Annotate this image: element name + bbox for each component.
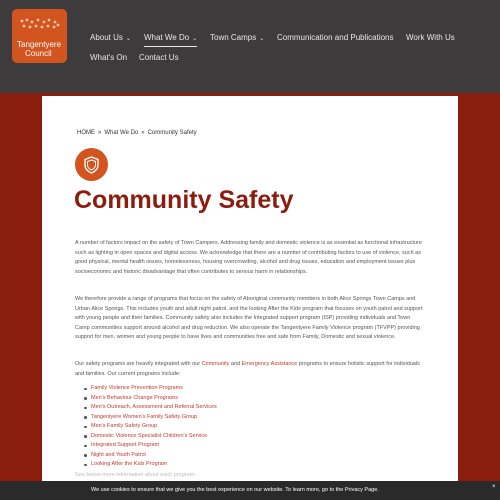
tangentyere-logo[interactable] bbox=[12, 9, 67, 63]
nav-communication[interactable]: Communication and Publications bbox=[277, 33, 394, 42]
dot-pattern-icon bbox=[18, 17, 61, 31]
integration-text-pre: Our safety programs are heavily integrated with our bbox=[75, 361, 202, 367]
emergency-assistance-link[interactable]: Emergency Assistance bbox=[241, 361, 298, 367]
breadcrumb-current: Community Safety bbox=[147, 130, 197, 136]
shield-icon bbox=[75, 148, 108, 181]
nav-what-we-do[interactable] bbox=[144, 33, 197, 47]
nav-town-camps-label: Town Camps bbox=[210, 33, 257, 42]
programs-list bbox=[84, 384, 217, 470]
page-title: Community Safety bbox=[74, 186, 294, 214]
list-item[interactable]: Men's Outreach, Assessment and Referral Services bbox=[84, 403, 217, 413]
integration-text-mid: and bbox=[229, 361, 242, 367]
list-item[interactable]: Domestic Violence Specialist Children's Service bbox=[84, 432, 217, 442]
chevron-down-icon: ⌄ bbox=[125, 36, 131, 42]
cookie-message[interactable]: We use cookies to ensure that we give you the best experience on our website. To learn more, go to the Privacy Page. bbox=[91, 487, 379, 493]
list-item[interactable]: Men's Behaviour Change Programs bbox=[84, 394, 217, 404]
breadcrumb-separator: » bbox=[98, 130, 102, 136]
integration-text-post: programs to ensure holistic support for individuals and families. Our current programs include: bbox=[75, 361, 420, 377]
nav-what-we-do-label: What We Do bbox=[144, 33, 190, 42]
community-link[interactable]: Community bbox=[201, 361, 230, 367]
chevron-down-icon: ⌄ bbox=[259, 36, 265, 42]
list-item[interactable]: Night and Youth Patrol bbox=[84, 451, 217, 461]
list-item[interactable]: Family Violence Prevention Programs bbox=[84, 384, 217, 394]
integration-paragraph bbox=[75, 360, 423, 379]
list-item[interactable]: Looking After the Kids Program bbox=[84, 460, 217, 470]
cookie-banner bbox=[0, 481, 500, 500]
list-item[interactable]: Tangentyere Women's Family Safety Group bbox=[84, 413, 217, 423]
nav-work-with-us[interactable]: Work With Us bbox=[406, 33, 455, 42]
nav-about[interactable] bbox=[90, 33, 131, 42]
site-header bbox=[0, 0, 500, 93]
faded-text: See below more information about each program: bbox=[75, 472, 196, 478]
chevron-down-icon: ⌄ bbox=[192, 36, 198, 42]
breadcrumb-separator: » bbox=[141, 130, 145, 136]
logo-line2: Council bbox=[25, 49, 52, 58]
breadcrumb-home[interactable]: HOME bbox=[77, 130, 95, 136]
intro-paragraph: A number of factors impact on the safety of Town Campers. Addressing family and domestic violence is as essential as functional infrastructure such as lighting in open spaces and digital access. We acknowledge that there are a number of contributing factors to use of violence, such as good physical, mental health issues, homelessness, housing overcrowding, alcohol and drug issues, education and employment issues plus socioeconomic and historic disadvantage that often contributes to serious harm in relationships. bbox=[75, 240, 422, 275]
list-item[interactable]: Integrated Support Program bbox=[84, 441, 217, 451]
content-panel bbox=[42, 96, 458, 500]
breadcrumb bbox=[77, 130, 197, 136]
breadcrumb-what-we-do[interactable]: What We Do bbox=[104, 130, 139, 136]
list-item[interactable]: Men's Family Safety Group bbox=[84, 422, 217, 432]
programs-paragraph: We therefore provide a range of programs that focus on the safety of Aboriginal community members in both Alice Springs Town Camps and Urban Alice Springs. This includes youth and adult night patrol, and the looking After the Kids program that focuses on youth patrol and support with young people and their families. Community safety also includes the Integrated support program (ISP) providing individuals and Town Camp communities support around alcohol and drug reduction. We also operate the Tangentyere Family Violence program (TFVPP) providing support for men, women and young people to have lives and communities free and safe from Family, Domestic and sexual violence. bbox=[75, 296, 423, 340]
nav-contact[interactable]: Contact Us bbox=[139, 53, 179, 62]
nav-about-label: About Us bbox=[90, 33, 123, 42]
logo-line1: Tangentyere bbox=[17, 40, 62, 49]
nav-whats-on[interactable]: What's On bbox=[90, 53, 128, 62]
close-icon[interactable]: × bbox=[492, 484, 496, 490]
section-badge bbox=[75, 148, 108, 181]
nav-town-camps[interactable] bbox=[210, 33, 264, 42]
